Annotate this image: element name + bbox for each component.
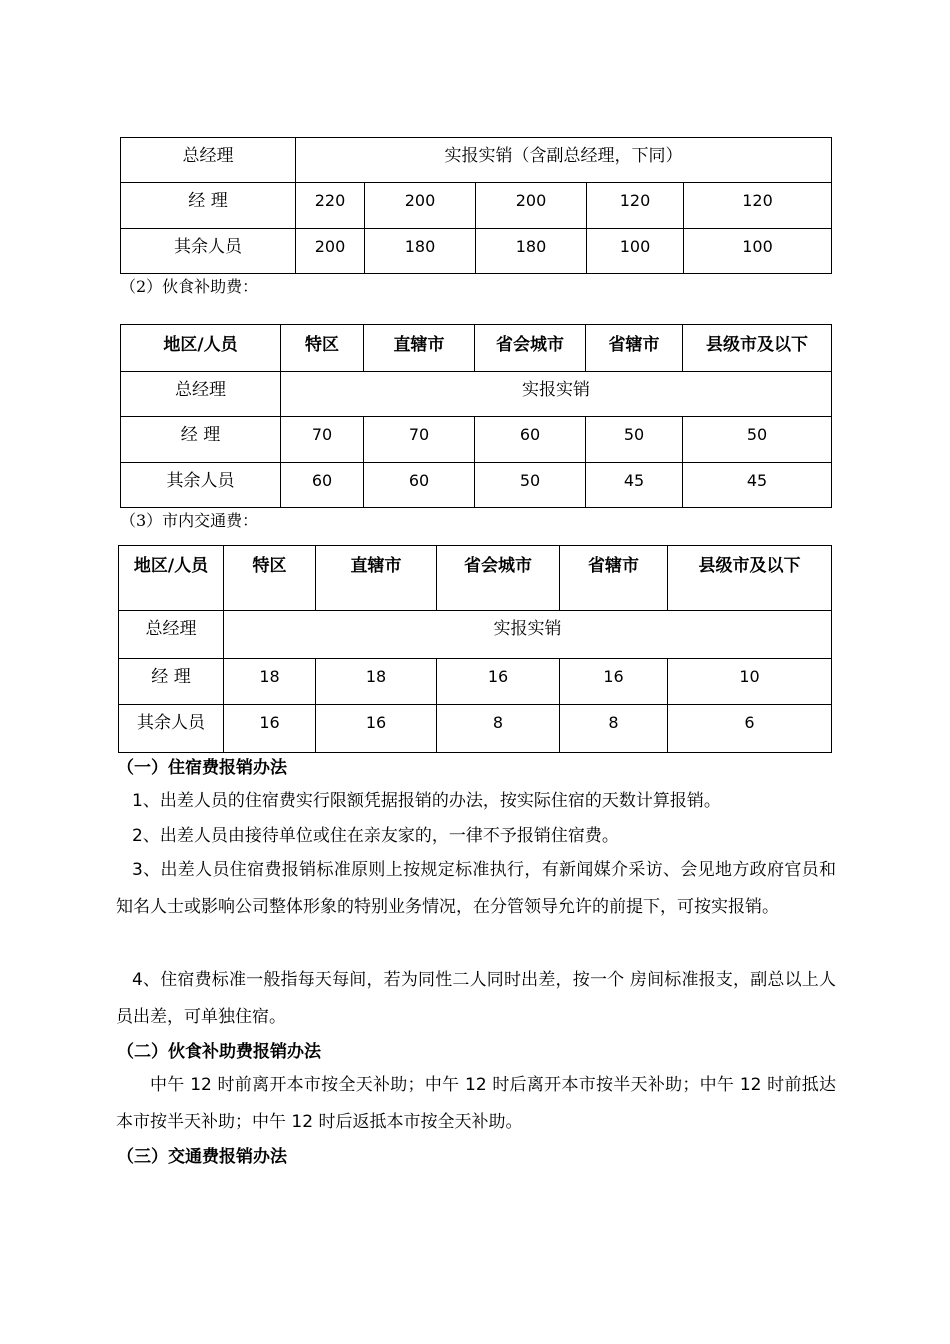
header-cell: 直辖市 bbox=[316, 546, 437, 611]
table-row bbox=[119, 705, 832, 753]
merged-cell: 实报实销（含副总经理，下同） bbox=[296, 138, 832, 183]
table-cell: 50 bbox=[475, 463, 586, 508]
header-cell: 县级市及以下 bbox=[683, 325, 832, 372]
row-label: 经 理 bbox=[119, 659, 224, 705]
table-cell: 100 bbox=[684, 229, 832, 274]
merged-cell: 实报实销 bbox=[224, 611, 832, 659]
paragraph: 2、出差人员由接待单位或住在亲友家的，一律不予报销住宿费。 bbox=[132, 826, 619, 846]
header-cell: 省会城市 bbox=[475, 325, 586, 372]
table-cell: 180 bbox=[365, 229, 476, 274]
section-heading-meal: （二）伙食补助费报销办法 bbox=[117, 1042, 321, 1062]
table-cell: 8 bbox=[437, 705, 560, 753]
meal-allowance-caption: （2）伙食补助费： bbox=[120, 277, 259, 296]
table-cell: 200 bbox=[296, 229, 365, 274]
row-label: 总经理 bbox=[121, 372, 281, 417]
table-cell: 18 bbox=[316, 659, 437, 705]
table-cell: 200 bbox=[365, 183, 476, 229]
table-cell: 220 bbox=[296, 183, 365, 229]
table-row bbox=[119, 611, 832, 659]
lodging-standard-table bbox=[120, 137, 832, 274]
table-cell: 60 bbox=[364, 463, 475, 508]
row-label: 其余人员 bbox=[121, 229, 296, 274]
header-cell: 地区/人员 bbox=[119, 546, 224, 611]
table-row bbox=[121, 229, 832, 274]
paragraph: 1、出差人员的住宿费实行限额凭据报销的办法，按实际住宿的天数计算报销。 bbox=[132, 791, 721, 811]
table-cell: 180 bbox=[476, 229, 587, 274]
table-row bbox=[121, 183, 832, 229]
table-cell: 16 bbox=[224, 705, 316, 753]
table-cell: 16 bbox=[560, 659, 668, 705]
table-header-row bbox=[119, 546, 832, 611]
table-cell: 16 bbox=[437, 659, 560, 705]
row-label: 总经理 bbox=[119, 611, 224, 659]
header-cell: 特区 bbox=[281, 325, 364, 372]
table-cell: 70 bbox=[364, 417, 475, 463]
row-label: 经 理 bbox=[121, 417, 281, 463]
table-cell: 70 bbox=[281, 417, 364, 463]
row-label: 其余人员 bbox=[121, 463, 281, 508]
section-heading-transport: （三）交通费报销办法 bbox=[117, 1147, 287, 1167]
table-row bbox=[119, 659, 832, 705]
table-cell: 45 bbox=[586, 463, 683, 508]
table-header-row bbox=[121, 325, 832, 372]
table-row bbox=[121, 417, 832, 463]
table-row bbox=[121, 463, 832, 508]
local-transport-table bbox=[118, 545, 832, 753]
table-cell: 200 bbox=[476, 183, 587, 229]
row-label: 总经理 bbox=[121, 138, 296, 183]
table-cell: 8 bbox=[560, 705, 668, 753]
table-cell: 60 bbox=[475, 417, 586, 463]
merged-cell: 实报实销 bbox=[281, 372, 832, 417]
transport-caption: （3）市内交通费： bbox=[120, 511, 259, 530]
table-cell: 60 bbox=[281, 463, 364, 508]
header-cell: 特区 bbox=[224, 546, 316, 611]
table-cell: 50 bbox=[683, 417, 832, 463]
table-cell: 16 bbox=[316, 705, 437, 753]
paragraph: 4、住宿费标准一般指每天每间，若为同性二人同时出差，按一个 房间标准报支，副总以上人员出差，可单独住宿。 bbox=[116, 970, 836, 1027]
header-cell: 省会城市 bbox=[437, 546, 560, 611]
header-cell: 直辖市 bbox=[364, 325, 475, 372]
table-cell: 10 bbox=[668, 659, 832, 705]
paragraph: 中午 12 时前离开本市按全天补助；中午 12 时后离开本市按半天补助；中午 12 时前抵达本市按半天补助；中午 12 时后返抵本市按全天补助。 bbox=[116, 1075, 836, 1132]
table-row bbox=[121, 372, 832, 417]
table-cell: 120 bbox=[587, 183, 684, 229]
meal-allowance-table bbox=[120, 324, 832, 508]
header-cell: 地区/人员 bbox=[121, 325, 281, 372]
table-cell: 18 bbox=[224, 659, 316, 705]
header-cell: 省辖市 bbox=[560, 546, 668, 611]
section-heading-lodging: （一）住宿费报销办法 bbox=[117, 758, 287, 778]
table-cell: 50 bbox=[586, 417, 683, 463]
table-row bbox=[121, 138, 832, 183]
row-label: 其余人员 bbox=[119, 705, 224, 753]
table-cell: 45 bbox=[683, 463, 832, 508]
table-cell: 120 bbox=[684, 183, 832, 229]
paragraph: 3、出差人员住宿费报销标准原则上按规定标准执行，有新闻媒介采访、会见地方政府官员和知名人士或影响公司整体形象的特别业务情况，在分管领导允许的前提下，可按实报销。 bbox=[116, 860, 836, 917]
row-label: 经 理 bbox=[121, 183, 296, 229]
header-cell: 省辖市 bbox=[586, 325, 683, 372]
header-cell: 县级市及以下 bbox=[668, 546, 832, 611]
table-cell: 6 bbox=[668, 705, 832, 753]
table-cell: 100 bbox=[587, 229, 684, 274]
